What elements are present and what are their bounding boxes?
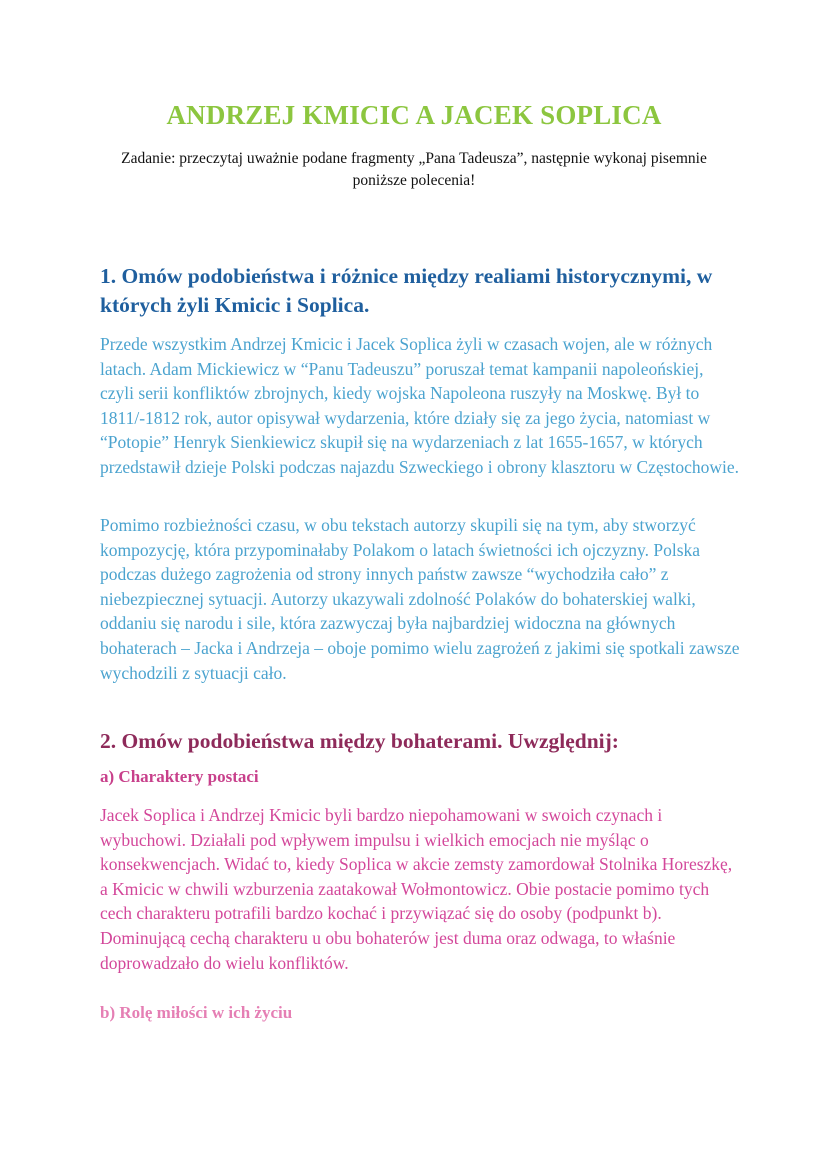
section-1-paragraph-2: Pomimo rozbieżności czasu, w obu tekstach autorzy skupili się na tym, aby stworzyć kompozycję, która przypominałaby Polakom o latach świetności ich ojczyzny. Polska podczas dużego zagrożenia od strony innych państw zawsze “wychodziła cało” z niebezpiecznej sytuacji. Autorzy ukazywali zdolność Polaków do bohaterskiej walki, oddaniu się narodu i sile, która zazwyczaj była najbardziej widoczna na głównych bohaterach – Jacka i Andrzeja – oboje pomimo wielu zagrożeń z jakimi się spotkali zawsze wychodzili z sytuacji cało. [100, 515, 740, 683]
subsection-a-heading: a) Charaktery postaci [100, 767, 259, 786]
section-2-heading: 2. Omów podobieństwa między bohaterami. Uwzględnij: [100, 729, 619, 753]
section-1-heading: 1. Omów podobieństwa i różnice między realiami historycznymi, w których żyli Kmicic i Soplica. [100, 264, 713, 317]
section-1-paragraph-1: Przede wszystkim Andrzej Kmicic i Jacek Soplica żyli w czasach wojen, ale w różnych latach. Adam Mickiewicz w “Panu Tadeuszu” poruszał temat kampanii napoleońskiej, czyli serii konfliktów zbrojnych, kiedy wojska Napoleona ruszyły na Moskwę. Był to 1811/-1812 rok, autor opisywał wydarzenia, które działy się za jego życia, natomiast w “Potopie” Henryk Sienkiewicz skupił się na wydarzeniach z lat 1655-1657, w których przedstawił dzieje Polski podczas najazdu Szweckiego i obrony klasztoru w Częstochowie. [100, 334, 740, 477]
subsection-a-paragraph: Jacek Soplica i Andrzej Kmicic byli bardzo niepohamowani w swoich czynach i wybuchowi. Działali pod wpływem impulsu i wielkich emocjach nie myśląc o konsekwencjach. Widać to, kiedy Soplica w akcie zemsty zamordował Stolnika Horeszkę, a Kmicic w chwili wzburzenia zaatakował Wołmontowicz. Obie postacie pomimo tych cech charakteru potrafili bardzo kochać i przywiązać się do osoby (podpunkt b). Dominującą cechą charakteru u obu bohaterów jest duma oraz odwaga, to właśnie doprowadzało do wielu konfliktów. [100, 805, 733, 973]
subsection-b-heading: b) Rolę miłości w ich życiu [100, 1003, 293, 1022]
task-instruction: Zadanie: przeczytaj uważnie podane fragmenty „Pana Tadeusza”, następnie wykonaj pisemnie poniższe polecenia! [121, 150, 707, 189]
document-title: ANDRZEJ KMICIC A JACEK SOPLICA [166, 100, 662, 130]
